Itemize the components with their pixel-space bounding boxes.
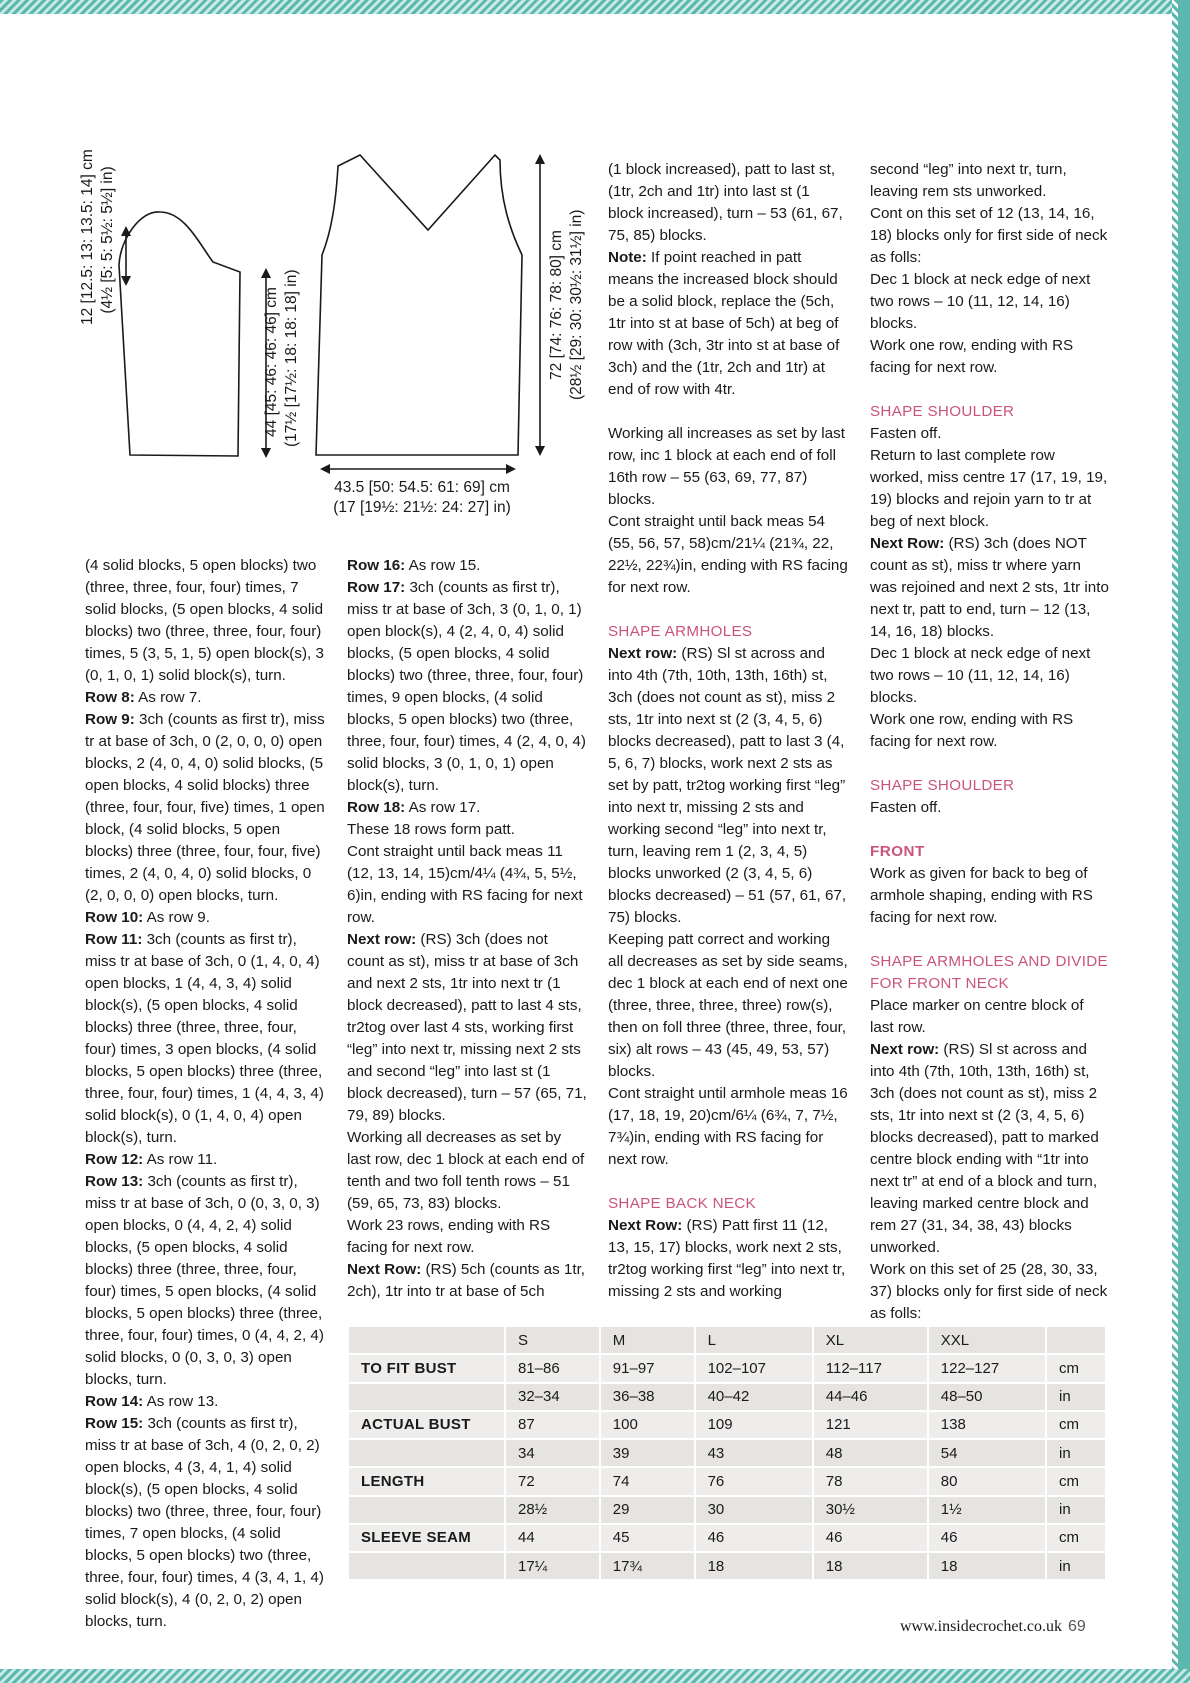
row-label: Next Row:	[608, 1217, 683, 1234]
row-label-cell	[349, 1440, 506, 1468]
table-row	[349, 1553, 1107, 1581]
table-cell: in	[1047, 1553, 1107, 1581]
footer-url: www.insidecrochet.co.uk	[900, 1618, 1063, 1635]
instruction-paragraph	[870, 863, 1110, 929]
instruction-text: 3ch (counts as first tr), miss tr at base of 3ch, 0 (2, 0, 0, 0) open blocks, 2 (4, 0, 4, 0) solid blocks, (5 open blocks, 4 solid blocks) three (three, four, four, five) times, 1 open block, (4 solid blocks, 5 open blocks) three (three, four, four, five) times, 2 (4, 0, 4, 0) solid blocks, 0 (2, 0, 0, 0) open blocks, turn.	[85, 711, 325, 904]
table-cell: 112–117	[814, 1355, 929, 1383]
instruction-paragraph	[608, 423, 848, 511]
instruction-paragraph	[870, 1259, 1110, 1325]
table-row	[349, 1497, 1107, 1525]
paragraph-gap	[870, 379, 1110, 401]
table-cell: 46	[814, 1525, 929, 1553]
paragraph-gap	[608, 1171, 848, 1193]
table-cell: 1½	[929, 1497, 1047, 1525]
sleeve-cap-cm: 12 [12.5: 13: 13.5: 14] cm	[79, 149, 96, 325]
instruction-text: Working all decreases as set by last row, dec 1 block at each end of tenth and two foll tenth rows – 51 (59, 65, 73, 83) blocks.	[347, 1129, 585, 1212]
instruction-text: Keeping patt correct and working all decreases as set by side seams, dec 1 block at each end of next one (three, three, three, three) row(s), then on foll three (three, three, four, six) alt rows – 43 (45, 49, 53, 57) blocks.	[608, 931, 848, 1080]
instruction-text: (RS) Sl st across and into 4th (7th, 10th, 13th, 16th) st, 3ch (does not count as st), miss 2 sts, 1tr into next st (2 (3, 4, 5, 6) blocks decreased), patt to marked centre block ending with “1tr into next tr” at end of a block and turn, leaving marked centre block and rem 27 (31, 34, 38, 43) blocks unworked.	[870, 1041, 1099, 1256]
table-row	[349, 1440, 1107, 1468]
row-label: Row 12:	[85, 1151, 144, 1168]
size-table-grid	[349, 1327, 1107, 1581]
row-label: Next row:	[608, 645, 678, 662]
table-cell: 18	[929, 1553, 1047, 1581]
table-cell: 54	[929, 1440, 1047, 1468]
table-cell: 87	[506, 1412, 601, 1440]
text-column-4	[870, 159, 1110, 1325]
instruction-paragraph	[870, 797, 1110, 819]
instruction-paragraph	[85, 1391, 325, 1413]
sleeve-cap-measurement	[78, 149, 122, 325]
sleeve-outline	[119, 212, 240, 456]
row-label-cell: ACTUAL BUST	[349, 1412, 506, 1440]
instruction-paragraph	[608, 929, 848, 1083]
instruction-text: As row 15.	[405, 557, 481, 574]
row-label: Note:	[608, 249, 647, 266]
row-label: Row 16:	[347, 557, 406, 574]
instruction-text: Return to last complete row worked, miss centre 17 (17, 19, 19, 19) blocks and rejoin yarn to tr at beg of next block.	[870, 447, 1108, 530]
top-zigzag-border	[0, 0, 1190, 14]
body-outline	[316, 155, 522, 455]
instruction-text: Cont straight until back meas 11 (12, 13, 14, 15)cm/4¼ (4¾, 5, 5½, 6)in, ending with RS facing for next row.	[347, 843, 583, 926]
instruction-paragraph	[608, 1083, 848, 1171]
table-cell	[1047, 1327, 1107, 1355]
instruction-text: As row 11.	[143, 1151, 218, 1168]
instruction-paragraph	[870, 709, 1110, 753]
table-cell: in	[1047, 1440, 1107, 1468]
table-cell: 34	[506, 1440, 601, 1468]
instruction-paragraph	[85, 1171, 325, 1391]
instruction-paragraph	[608, 1215, 848, 1303]
table-cell: 28½	[506, 1497, 601, 1525]
sleeve-seam-measurement	[262, 269, 306, 447]
text-column-2	[347, 555, 587, 1303]
instruction-text: Place marker on centre block of last row.	[870, 997, 1084, 1036]
row-label-cell	[349, 1497, 506, 1525]
paragraph-gap	[870, 819, 1110, 841]
table-cell: 17¾	[601, 1553, 696, 1581]
instruction-text: Fasten off.	[870, 799, 942, 816]
instruction-text: Work 23 rows, ending with RS facing for next row.	[347, 1217, 551, 1256]
table-cell: 46	[696, 1525, 814, 1553]
section-heading: SHAPE BACK NECK	[608, 1195, 756, 1212]
row-label-cell	[349, 1327, 506, 1355]
instruction-paragraph	[870, 643, 1110, 709]
instruction-paragraph	[85, 1413, 325, 1633]
table-cell: 100	[601, 1412, 696, 1440]
instruction-paragraph	[347, 1215, 587, 1259]
table-cell: 29	[601, 1497, 696, 1525]
table-cell: 72	[506, 1468, 601, 1496]
instruction-paragraph	[347, 1259, 587, 1303]
instruction-paragraph	[85, 555, 325, 687]
instruction-paragraph	[870, 203, 1110, 269]
table-row	[349, 1384, 1107, 1412]
instruction-text: If point reached in patt means the increased block should be a solid block, replace the (5ch, 1tr into st at base of 5ch) at beg of row with (3ch, 3tr into st at base of 3ch) and the (1tr, 2ch and 1tr) at end of row with 4tr.	[608, 249, 840, 398]
section-heading: SHAPE SHOULDER	[870, 777, 1015, 794]
instruction-text: Cont straight until armhole meas 16 (17, 18, 19, 20)cm/6¼ (6¾, 7, 7½, 7¾)in, ending with RS facing for next row.	[608, 1085, 848, 1168]
instruction-text: As row 17.	[405, 799, 481, 816]
section-heading: SHAPE ARMHOLES AND DIVIDE FOR FRONT NECK	[870, 953, 1108, 992]
row-label: Row 8:	[85, 689, 135, 706]
table-cell: 48	[814, 1440, 929, 1468]
instruction-text: Dec 1 block at neck edge of next two rows – 10 (11, 12, 14, 16) blocks.	[870, 645, 1091, 706]
instruction-text: (RS) 3ch (does NOT count as st), miss tr where yarn was rejoined and next 2 sts, 1tr into next tr, patt to end, turn – 12 (13, 14, 16, 18) blocks.	[870, 535, 1109, 640]
instruction-text: Work as given for back to beg of armhole shaping, ending with RS facing for next row.	[870, 865, 1093, 926]
table-cell: 17¼	[506, 1553, 601, 1581]
row-label: Row 10:	[85, 909, 144, 926]
table-cell: 46	[929, 1525, 1047, 1553]
instruction-paragraph	[608, 511, 848, 599]
instruction-text: As row 7.	[134, 689, 202, 706]
table-cell: 18	[696, 1553, 814, 1581]
bottom-zigzag-border	[0, 1669, 1190, 1683]
instruction-text: Working all increases as set by last row, inc 1 block at each end of foll 16th row – 55 (63, 69, 77, 87) blocks.	[608, 425, 845, 508]
table-cell: 44	[506, 1525, 601, 1553]
table-cell: 32–34	[506, 1384, 601, 1412]
table-cell: 138	[929, 1412, 1047, 1440]
sleeve-seam-in: (17½ [17½: 18: 18: 18] in)	[283, 269, 300, 447]
table-row	[349, 1525, 1107, 1553]
table-cell: 81–86	[506, 1355, 601, 1383]
instruction-paragraph	[870, 423, 1110, 445]
instruction-paragraph	[347, 819, 587, 841]
row-label-cell	[349, 1384, 506, 1412]
row-label: Row 18:	[347, 799, 406, 816]
table-cell: 109	[696, 1412, 814, 1440]
page-number: 69	[1068, 1618, 1086, 1635]
table-row	[349, 1355, 1107, 1383]
paragraph-gap	[608, 401, 848, 423]
row-label: Next Row:	[347, 1261, 422, 1278]
row-label: Next row:	[347, 931, 417, 948]
page-footer	[900, 1618, 1086, 1636]
instruction-paragraph	[870, 159, 1110, 203]
section-heading: SHAPE ARMHOLES	[608, 623, 753, 640]
table-cell: 40–42	[696, 1384, 814, 1412]
table-cell: XXL	[929, 1327, 1047, 1355]
paragraph-gap	[608, 599, 848, 621]
section-heading: SHAPE SHOULDER	[870, 403, 1015, 420]
table-cell: 36–38	[601, 1384, 696, 1412]
row-label: Row 9:	[85, 711, 135, 728]
row-label: Next Row:	[870, 535, 945, 552]
instruction-paragraph	[85, 929, 325, 1149]
schematic-drawing	[70, 150, 590, 520]
instruction-text: Dec 1 block at neck edge of next two rows – 10 (11, 12, 14, 16) blocks.	[870, 271, 1091, 332]
instruction-paragraph	[870, 533, 1110, 643]
section-heading: FRONT	[870, 843, 925, 860]
table-cell: 74	[601, 1468, 696, 1496]
instruction-paragraph	[347, 555, 587, 577]
instruction-text: second “leg” into next tr, turn, leaving rem sts unworked.	[870, 161, 1067, 200]
table-cell: L	[696, 1327, 814, 1355]
row-label: Row 14:	[85, 1393, 144, 1410]
table-cell: 76	[696, 1468, 814, 1496]
table-cell: 48–50	[929, 1384, 1047, 1412]
instruction-text: Cont on this set of 12 (13, 14, 16, 18) blocks only for first side of neck as folls:	[870, 205, 1108, 266]
table-cell: cm	[1047, 1412, 1107, 1440]
table-cell: M	[601, 1327, 696, 1355]
table-cell: 44–46	[814, 1384, 929, 1412]
table-row	[349, 1468, 1107, 1496]
instruction-text: As row 13.	[143, 1393, 219, 1410]
instruction-paragraph	[870, 1039, 1110, 1259]
instruction-text: (4 solid blocks, 5 open blocks) two (three, three, four, four) times, 7 solid blocks, (5 open blocks, 4 solid blocks) two (three, three, four, four) times, 5 (3, 5, 1, 5) open block(s), 3 (0, 1, 0, 1) solid block(s), turn.	[85, 557, 324, 684]
body-length-measurement	[547, 210, 591, 400]
instruction-paragraph	[85, 709, 325, 907]
table-cell: 45	[601, 1525, 696, 1553]
paragraph-gap	[870, 929, 1110, 951]
table-cell: 30½	[814, 1497, 929, 1525]
table-cell: in	[1047, 1497, 1107, 1525]
instruction-paragraph	[608, 643, 848, 929]
right-zigzag-border	[1176, 0, 1190, 1683]
table-cell: cm	[1047, 1355, 1107, 1383]
instruction-paragraph	[870, 995, 1110, 1039]
size-table	[349, 1327, 1107, 1581]
body-width-in: (17 [19½: 21½: 24: 27] in)	[333, 499, 511, 516]
table-cell: cm	[1047, 1525, 1107, 1553]
instruction-text: As row 9.	[143, 909, 210, 926]
instruction-paragraph	[870, 269, 1110, 335]
instruction-text: (1 block increased), patt to last st, (1tr, 2ch and 1tr) into last st (1 block increased), turn – 53 (61, 67, 75, 85) blocks.	[608, 161, 843, 244]
sleeve-seam-cm: 44 [45: 46: 46: 46] cm	[263, 287, 280, 437]
instruction-text: 3ch (counts as first tr), miss tr at base of 3ch, 0 (0, 3, 0, 3) open blocks, 0 (4, 4, 2, 4) solid blocks, (5 open blocks, 4 solid blocks) three (three, three, four, four) times, 5 open blocks, (4 solid blocks, 5 open blocks) three (three, three, four, four) times, 0 (4, 4, 2, 4) solid blocks, 0 (0, 3, 0, 3) open blocks, turn.	[85, 1173, 324, 1388]
instruction-text: These 18 rows form patt.	[347, 821, 515, 838]
row-label-cell	[349, 1553, 506, 1581]
table-cell: 122–127	[929, 1355, 1047, 1383]
table-row	[349, 1412, 1107, 1440]
table-cell: 39	[601, 1440, 696, 1468]
table-cell: cm	[1047, 1468, 1107, 1496]
row-label-cell: SLEEVE SEAM	[349, 1525, 506, 1553]
text-column-1	[85, 555, 325, 1633]
table-cell: 121	[814, 1412, 929, 1440]
table-header-row	[349, 1327, 1107, 1355]
row-label: Row 17:	[347, 579, 406, 596]
instruction-paragraph	[608, 159, 848, 247]
instruction-text: Work one row, ending with RS facing for next row.	[870, 337, 1074, 376]
instruction-text: Work one row, ending with RS facing for next row.	[870, 711, 1074, 750]
body-width-cm: 43.5 [50: 54.5: 61: 69] cm	[334, 479, 510, 496]
sleeve-cap-in: (4½ [5: 5: 5½: 5½] in)	[99, 166, 116, 314]
garment-schematics	[70, 150, 590, 520]
row-label: Row 11:	[85, 931, 143, 948]
instruction-text: 3ch (counts as first tr), miss tr at base of 3ch, 3 (0, 1, 0, 1) open block(s), 4 (2, 4, 0, 4) solid blocks, (5 open blocks, 4 solid blocks) two (three, three, four, four) times, 9 open blocks, (4 solid blocks, 5 open blocks) two (three, three, four, four) times, 4 (2, 4, 0, 4) solid blocks, 3 (0, 1, 0, 1) open block(s), turn.	[347, 579, 586, 794]
instruction-text: Work on this set of 25 (28, 30, 33, 37) blocks only for first side of neck as folls:	[870, 1261, 1108, 1322]
instruction-paragraph	[85, 1149, 325, 1171]
table-cell: 18	[814, 1553, 929, 1581]
instruction-text: (RS) 3ch (does not count as st), miss tr at base of 3ch and next 2 sts, 1tr into next tr (1 block decreased), patt to last 4 sts, tr2tog over last 4 sts, working first “leg” into next tr, missing next 2 sts and second “leg” into last st (1 block decreased), turn – 57 (65, 71, 79, 89) blocks.	[347, 931, 587, 1124]
body-length-in: (28½ [29: 30: 30½: 31½] in)	[568, 209, 585, 400]
instruction-paragraph	[347, 841, 587, 929]
table-cell: S	[506, 1327, 601, 1355]
row-label-cell: LENGTH	[349, 1468, 506, 1496]
instruction-paragraph	[870, 445, 1110, 533]
instruction-paragraph	[347, 929, 587, 1127]
table-cell: 78	[814, 1468, 929, 1496]
instruction-paragraph	[347, 577, 587, 797]
row-label: Row 13:	[85, 1173, 144, 1190]
instruction-text: (RS) Sl st across and into 4th (7th, 10th, 13th, 16th) st, 3ch (does not count as st), miss 2 sts, 1tr into next st (2 (3, 4, 5, 6) blocks decreased), patt to last 3 (4, 5, 6, 7) blocks, work next 2 sts as set by patt, tr2tog working first “leg” into next tr, missing 2 sts and working second “leg” into next tr, turn, leaving rem 1 (2, 3, 4, 5) blocks unworked (2 (3, 4, 5, 6) blocks decreased) – 51 (57, 61, 67, 75) blocks.	[608, 645, 847, 926]
instruction-paragraph	[608, 247, 848, 401]
instruction-text: (RS) Patt first 11 (12, 13, 15, 17) blocks, work next 2 sts, tr2tog working first “leg” into next tr, missing 2 sts and working	[608, 1217, 846, 1300]
instruction-paragraph	[85, 907, 325, 929]
instruction-paragraph	[85, 687, 325, 709]
instruction-paragraph	[870, 335, 1110, 379]
table-cell: 43	[696, 1440, 814, 1468]
table-cell: in	[1047, 1384, 1107, 1412]
instruction-text: Fasten off.	[870, 425, 942, 442]
instruction-text: Cont straight until back meas 54 (55, 56, 57, 58)cm/21¼ (21¾, 22, 22½, 22¾)in, ending with RS facing for next row.	[608, 513, 848, 596]
instruction-paragraph	[347, 1127, 587, 1215]
instruction-paragraph	[347, 797, 587, 819]
text-column-3	[608, 159, 848, 1303]
row-label-cell: TO FIT BUST	[349, 1355, 506, 1383]
row-label: Row 15:	[85, 1415, 144, 1432]
table-cell: 80	[929, 1468, 1047, 1496]
table-cell: 30	[696, 1497, 814, 1525]
table-cell: 91–97	[601, 1355, 696, 1383]
table-cell: XL	[814, 1327, 929, 1355]
table-cell: 102–107	[696, 1355, 814, 1383]
paragraph-gap	[870, 753, 1110, 775]
row-label: Next row:	[870, 1041, 940, 1058]
instruction-text: 3ch (counts as first tr), miss tr at base of 3ch, 0 (1, 4, 0, 4) open blocks, 1 (4, 4, 3, 4) solid block(s), (5 open blocks, 4 solid blocks) three (three, three, four, four) times, 3 open blocks, (4 solid blocks, 5 open blocks) three (three, three, four, four) times, 1 (4, 4, 3, 4) solid block(s), 0 (1, 4, 0, 4) open block(s), turn.	[85, 931, 324, 1146]
instruction-text: 3ch (counts as first tr), miss tr at base of 3ch, 4 (0, 2, 0, 2) open blocks, 4 (3, 4, 1, 4) solid block(s), (5 open blocks, 4 solid blocks) two (three, three, four, four) times, 7 open blocks, (4 solid blocks, 5 open blocks) two (three, three, four, four) times, 4 (3, 4, 1, 4) solid block(s), 4 (0, 2, 0, 2) open blocks, turn.	[85, 1415, 324, 1630]
body-length-cm: 72 [74: 76: 78: 80] cm	[548, 230, 565, 380]
body-width-measurement	[332, 478, 512, 518]
instruction-text: (RS) 5ch (counts as 1tr, 2ch), 1tr into tr at base of 5ch	[347, 1261, 586, 1300]
